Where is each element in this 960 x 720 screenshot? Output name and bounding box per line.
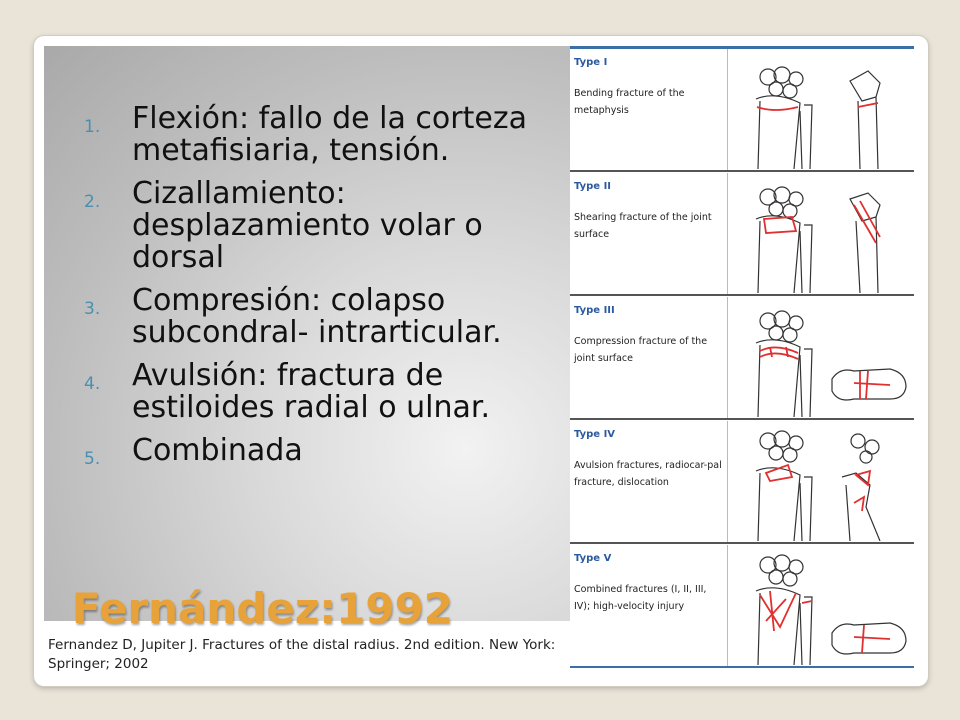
list-number: 3. xyxy=(84,299,101,319)
list-item xyxy=(84,285,564,349)
figure-row-type-3 xyxy=(570,297,914,420)
list-item xyxy=(84,435,564,467)
fracture-classification-figure xyxy=(570,46,914,668)
figure-row-type-5 xyxy=(570,545,914,668)
wrist-illustration-type-5 xyxy=(730,547,910,665)
list-number: 4. xyxy=(84,374,101,394)
slide xyxy=(34,36,928,686)
figure-type-label: Type III xyxy=(574,305,615,316)
wrist-illustration-type-4 xyxy=(730,423,910,541)
figure-type-desc: Bending fracture of the metaphysis xyxy=(574,88,685,116)
figure-type-label: Type I xyxy=(574,57,608,68)
figure-type-desc: Avulsion fractures, radiocar-pal fracture, dislocation xyxy=(574,460,722,488)
list-text: Compresión: colapso subcondral- intrarticular. xyxy=(132,283,502,350)
list-number: 5. xyxy=(84,449,101,469)
figure-type-label: Type V xyxy=(574,553,612,564)
figure-row-type-2 xyxy=(570,173,914,296)
figure-type-label: Type II xyxy=(574,181,612,192)
list-item xyxy=(84,178,564,274)
list-text: Avulsión: fractura de estiloides radial o ulnar. xyxy=(132,358,490,425)
list-number: 2. xyxy=(84,192,101,212)
list-number: 1. xyxy=(84,117,101,137)
figure-type-label: Type IV xyxy=(574,429,616,440)
wrist-illustration-type-2 xyxy=(730,175,910,293)
list-text: Flexión: fallo de la corteza metafisiaria, tensión. xyxy=(132,101,527,168)
list-item xyxy=(84,103,564,167)
list-item xyxy=(84,360,564,424)
wrist-illustration-type-3 xyxy=(730,299,910,417)
list-text: Cizallamiento: desplazamiento volar o dorsal xyxy=(132,176,483,275)
figure-type-desc: Compression fracture of the joint surface xyxy=(574,336,708,364)
figure-type-desc: Combined fractures (I, II, III, IV); high-velocity injury xyxy=(574,584,707,612)
figure-row-type-4 xyxy=(570,421,914,544)
figure-row-type-1 xyxy=(570,49,914,172)
figure-type-desc: Shearing fracture of the joint surface xyxy=(574,212,712,240)
content-panel xyxy=(44,46,570,633)
reference-citation: Fernandez D, Jupiter J. Fractures of the distal radius. 2nd edition. New York: Springer; 2002 xyxy=(48,637,556,672)
slide-title: Fernández:1992 xyxy=(72,584,454,633)
list-text: Combinada xyxy=(132,433,303,468)
classification-list xyxy=(84,103,564,478)
wrist-illustration-type-1 xyxy=(730,51,910,169)
